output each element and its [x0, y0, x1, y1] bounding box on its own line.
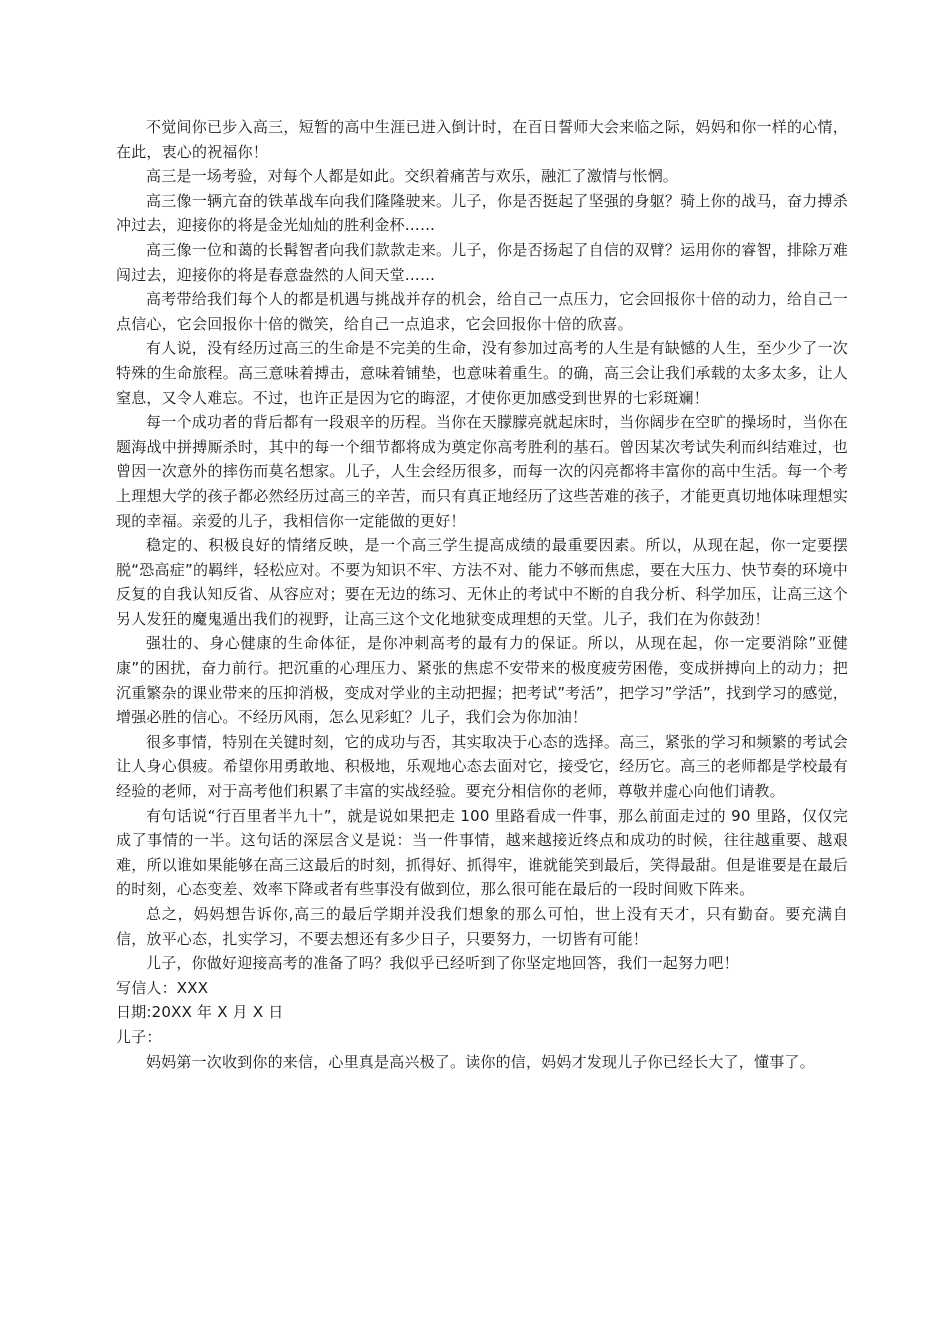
paragraph-9: 强壮的、身心健康的生命体征，是你冲刺高考的最有力的保证。所以，从现在起，你一定要消除”亚健康”的困扰，奋力前行。把沉重的心理压力、紧张的焦虑不安带来的极度疲劳困倦，变成拼搏向上的动力；把沉重繁杂的课业带来的压抑消极，变成对学业的主动把握；把考试”考活”，把学习”学活”，找到学习的感觉，增强必胜的信心。不经历风雨，怎么见彩虹？儿子，我们会为你加油！ — [116, 634, 848, 727]
paragraph-6: 有人说，没有经历过高三的生命是不完美的生命，没有参加过高考的人生是有缺憾的人生，至少少了一次特殊的生命旅程。高三意味着搏击，意味着铺垫，也意味着重生。的确，高三会让我们承载的太多太多，让人窒息，又令人难忘。不过，也许正是因为它的晦涩，才使你更加感受到世界的七彩斑斓！ — [116, 339, 848, 407]
paragraph-1: 不觉间你已步入高三，短暂的高中生涯已进入倒计时，在百日誓师大会来临之际，妈妈和你一样的心情，在此，衷心的祝福你！ — [116, 118, 848, 161]
paragraph-4: 高三像一位和蔼的长髯智者向我们款款走来。儿子，你是否扬起了自信的双臂？运用你的睿智，排除万难闯过去，迎接你的将是春意盎然的人间天堂…… — [116, 240, 848, 284]
paragraph-8: 稳定的、积极良好的情绪反映，是一个高三学生提高成绩的最重要因素。所以，从现在起，你一定要摆脱“恐高症”的羁绊，轻松应对。不要为知识不牢、方法不对、能力不够而焦虑，要在大压力、快节奏的环境中反复的自我认知反省、从容应对；要在无边的练习、无休止的考试中不断的自我分析、科学加压，让高三这个另人发狂的魔鬼遁出我们的视野，让高三这个文化地狱变成理想的天堂。儿子，我们在为你鼓劲！ — [116, 536, 848, 628]
paragraph-7: 每一个成功者的背后都有一段艰辛的历程。当你在天朦朦亮就起床时，当你阔步在空旷的操场时，当你在题海战中拼搏厮杀时，其中的每一个细节都将成为奠定你高考胜利的基石。曾因某次考试失利而纠结难过，也曾因一次意外的摔伤而莫名想家。儿子，人生会经历很多，而每一次的闪亮都将丰富你的高中生活。每一个考上理想大学的孩子都必然经历过高三的辛苦，而只有真正地经历了这些苦难的孩子，才能更真切地体味理想实现的幸福。亲爱的儿子，我相信你一定能做的更好！ — [116, 413, 848, 530]
paragraph-5: 高考带给我们每个人的都是机遇与挑战并存的机会，给自己一点压力，它会回报你十倍的动力，给自己一点信心，它会回报你十倍的微笑，给自己一点追求，它会回报你十倍的欣喜。 — [116, 290, 848, 333]
document-page — [116, 115, 848, 1074]
writer-line: 写信人：XXX — [116, 978, 209, 997]
paragraph-13: 儿子，你做好迎接高考的准备了吗？我似乎已经听到了你坚定地回答，我们一起努力吧！ — [146, 954, 739, 973]
paragraph-11: 有句话说“行百里者半九十”，就是说如果把走 100 里路看成一件事，那么前面走过的 90 里路，仅仅完成了事情的一半。这句话的深层含义是说：当一件事情，越来越接近终点和成功的时候，往往越重要、越艰难，所以谁如果能够在高三这最后的时刻，抓得好、抓得牢，谁就能笑到最后，笑得最甜。但是谁要是在最后的时刻，心态变差、效率下降或者有些事没有做到位，那么很可能在最后的一段时间败下阵来。 — [116, 806, 848, 899]
paragraph-10: 很多事情，特别在关键时刻，它的成功与否，其实取决于心态的选择。高三，紧张的学习和频繁的考试会让人身心俱疲。希望你用勇敢地、积极地，乐观地心态去面对它，接受它，经历它。高三的老师都是学校最有经验的老师，对于高考他们积累了丰富的实战经验。要充分相信你的老师，尊敬并虚心向他们请教。 — [116, 732, 848, 801]
date-line: 日期:20XX 年 X 月 X 日 — [116, 1003, 284, 1022]
greeting-line: 儿子： — [116, 1027, 162, 1046]
paragraph-2: 高三是一场考验，对每个人都是如此。交织着痛苦与欢乐，融汇了激情与怅惘。 — [146, 167, 679, 186]
reply-paragraph: 妈妈第一次收到你的来信，心里真是高兴极了。读你的信，妈妈才发现儿子你已经长大了，懂事了。 — [146, 1052, 815, 1071]
paragraph-3: 高三像一辆亢奋的铁革战车向我们隆隆驶来。儿子，你是否挺起了坚强的身躯？骑上你的战马，奋力搏杀冲过去，迎接你的将是金光灿灿的胜利金杯…… — [116, 191, 848, 235]
paragraph-12: 总之，妈妈想告诉你,高三的最后学期并没我们想象的那么可怕，世上没有天才，只有勤奋。要充满自信，放平心态，扎实学习，不要去想还有多少日子，只要努力，一切皆有可能！ — [116, 905, 848, 948]
